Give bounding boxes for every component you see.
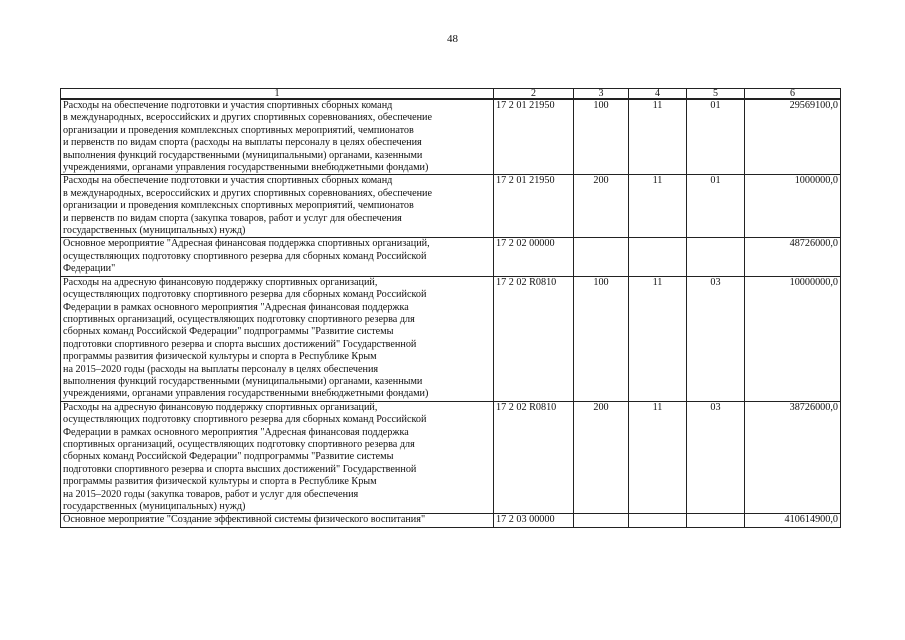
expense-type-code [574, 514, 629, 527]
amount: 38726000,0 [745, 401, 841, 514]
row-description-line: Федерации в рамках основного мероприятия "Адресная финансовая поддержка [63, 426, 409, 438]
row-description-line: выполнения функций государственными (муниципальными) органами, казенными [63, 149, 423, 161]
subsection-code: 01 [687, 175, 745, 238]
row-description [61, 401, 494, 514]
subsection-code: 01 [687, 99, 745, 175]
row-description-line: учреждениями, органами управления государственными внебюджетными фондами) [63, 388, 429, 400]
row-description-line: осуществляющих подготовку спортивного резерва для сборных команд Российской [63, 414, 427, 426]
row-description-line: выполнения функций государственными (муниципальными) органами, казенными [63, 375, 423, 387]
table-row [61, 99, 841, 175]
row-description-line: спортивных организаций, осуществляющих подготовку спортивного резерва для [63, 313, 415, 325]
row-description [61, 175, 494, 238]
expense-type-code [574, 238, 629, 276]
budget-code: 17 2 02 R0810 [494, 401, 574, 514]
table-row [61, 401, 841, 514]
row-description-line: спортивных организаций, осуществляющих подготовку спортивного резерва для [63, 438, 415, 450]
expense-type-code: 200 [574, 175, 629, 238]
amount: 10000000,0 [745, 276, 841, 401]
row-description-line: Основное мероприятие "Создание эффективной системы физического воспитания" [63, 514, 426, 526]
section-code [629, 238, 687, 276]
header-col-3: 3 [574, 89, 629, 100]
amount: 410614900,0 [745, 514, 841, 527]
table-row [61, 514, 841, 527]
expense-type-code: 200 [574, 401, 629, 514]
row-description-line: программы развития физической культуры и спорта в Республике Крым [63, 476, 377, 488]
row-description-line: подготовки спортивного резерва и спорта высших достижений" Государственной [63, 338, 417, 350]
row-description-line: организации и проведения комплексных спортивных мероприятий, чемпионатов [63, 124, 414, 136]
section-code: 11 [629, 99, 687, 175]
amount: 48726000,0 [745, 238, 841, 276]
table-header-row [61, 89, 841, 100]
row-description-line: в международных, всероссийских и других спортивных соревнованиях, обеспечение [63, 112, 433, 124]
budget-table [60, 88, 841, 528]
subsection-code [687, 238, 745, 276]
row-description-line: организации и проведения комплексных спортивных мероприятий, чемпионатов [63, 200, 414, 212]
row-description-line: государственных (муниципальных) нужд) [63, 225, 246, 237]
header-col-2: 2 [494, 89, 574, 100]
section-code [629, 514, 687, 527]
row-description-line: Основное мероприятие "Адресная финансовая поддержка спортивных организаций, [63, 238, 430, 250]
row-description-line: и первенств по видам спорта (расходы на выплаты персоналу в целях обеспечения [63, 137, 422, 149]
table-row [61, 238, 841, 276]
section-code: 11 [629, 175, 687, 238]
row-description-line: Расходы на адресную финансовую поддержку спортивных организаций, [63, 276, 378, 288]
row-description-line: сборных команд Российской Федерации" подпрограммы "Развитие системы [63, 451, 394, 463]
row-description [61, 99, 494, 175]
row-description-line: Расходы на обеспечение подготовки и участия спортивных сборных команд [63, 100, 393, 111]
row-description-line: Федерации в рамках основного мероприятия "Адресная финансовая поддержка [63, 301, 409, 313]
table-row [61, 175, 841, 238]
amount: 29569100,0 [745, 99, 841, 175]
row-description [61, 514, 494, 527]
row-description-line: Расходы на адресную финансовую поддержку спортивных организаций, [63, 401, 378, 413]
section-code: 11 [629, 401, 687, 514]
row-description [61, 238, 494, 276]
header-col-4: 4 [629, 89, 687, 100]
row-description-line: на 2015–2020 годы (закупка товаров, работ и услуг для обеспечения [63, 488, 359, 500]
table-row [61, 276, 841, 401]
row-description-line: Федерации" [63, 263, 116, 275]
budget-code: 17 2 02 00000 [494, 238, 574, 276]
expense-type-code: 100 [574, 276, 629, 401]
amount: 1000000,0 [745, 175, 841, 238]
row-description-line: государственных (муниципальных) нужд) [63, 501, 246, 512]
row-description-line: Расходы на обеспечение подготовки и участия спортивных сборных команд [63, 175, 393, 187]
row-description-line: в международных, всероссийских и других спортивных соревнованиях, обеспечение [63, 187, 433, 199]
row-description-line: программы развития физической культуры и спорта в Республике Крым [63, 351, 377, 363]
expense-type-code: 100 [574, 99, 629, 175]
row-description [61, 276, 494, 401]
header-col-1: 1 [61, 89, 494, 100]
budget-code: 17 2 02 R0810 [494, 276, 574, 401]
page-number: 48 [447, 33, 458, 45]
row-description-line: на 2015–2020 годы (расходы на выплаты персоналу в целях обеспечения [63, 363, 379, 375]
row-description-line: сборных команд Российской Федерации" подпрограммы "Развитие системы [63, 326, 394, 338]
header-col-6: 6 [745, 89, 841, 100]
budget-code: 17 2 01 21950 [494, 175, 574, 238]
row-description-line: учреждениями, органами управления государственными внебюджетными фондами) [63, 162, 429, 174]
row-description-line: подготовки спортивного резерва и спорта высших достижений" Государственной [63, 463, 417, 475]
subsection-code [687, 514, 745, 527]
budget-code: 17 2 03 00000 [494, 514, 574, 527]
section-code: 11 [629, 276, 687, 401]
budget-code: 17 2 01 21950 [494, 99, 574, 175]
subsection-code: 03 [687, 276, 745, 401]
row-description-line: осуществляющих подготовку спортивного резерва для сборных команд Российской [63, 250, 427, 262]
row-description-line: и первенств по видам спорта (закупка товаров, работ и услуг для обеспечения [63, 212, 402, 224]
subsection-code: 03 [687, 401, 745, 514]
header-col-5: 5 [687, 89, 745, 100]
row-description-line: осуществляющих подготовку спортивного резерва для сборных команд Российской [63, 289, 427, 301]
